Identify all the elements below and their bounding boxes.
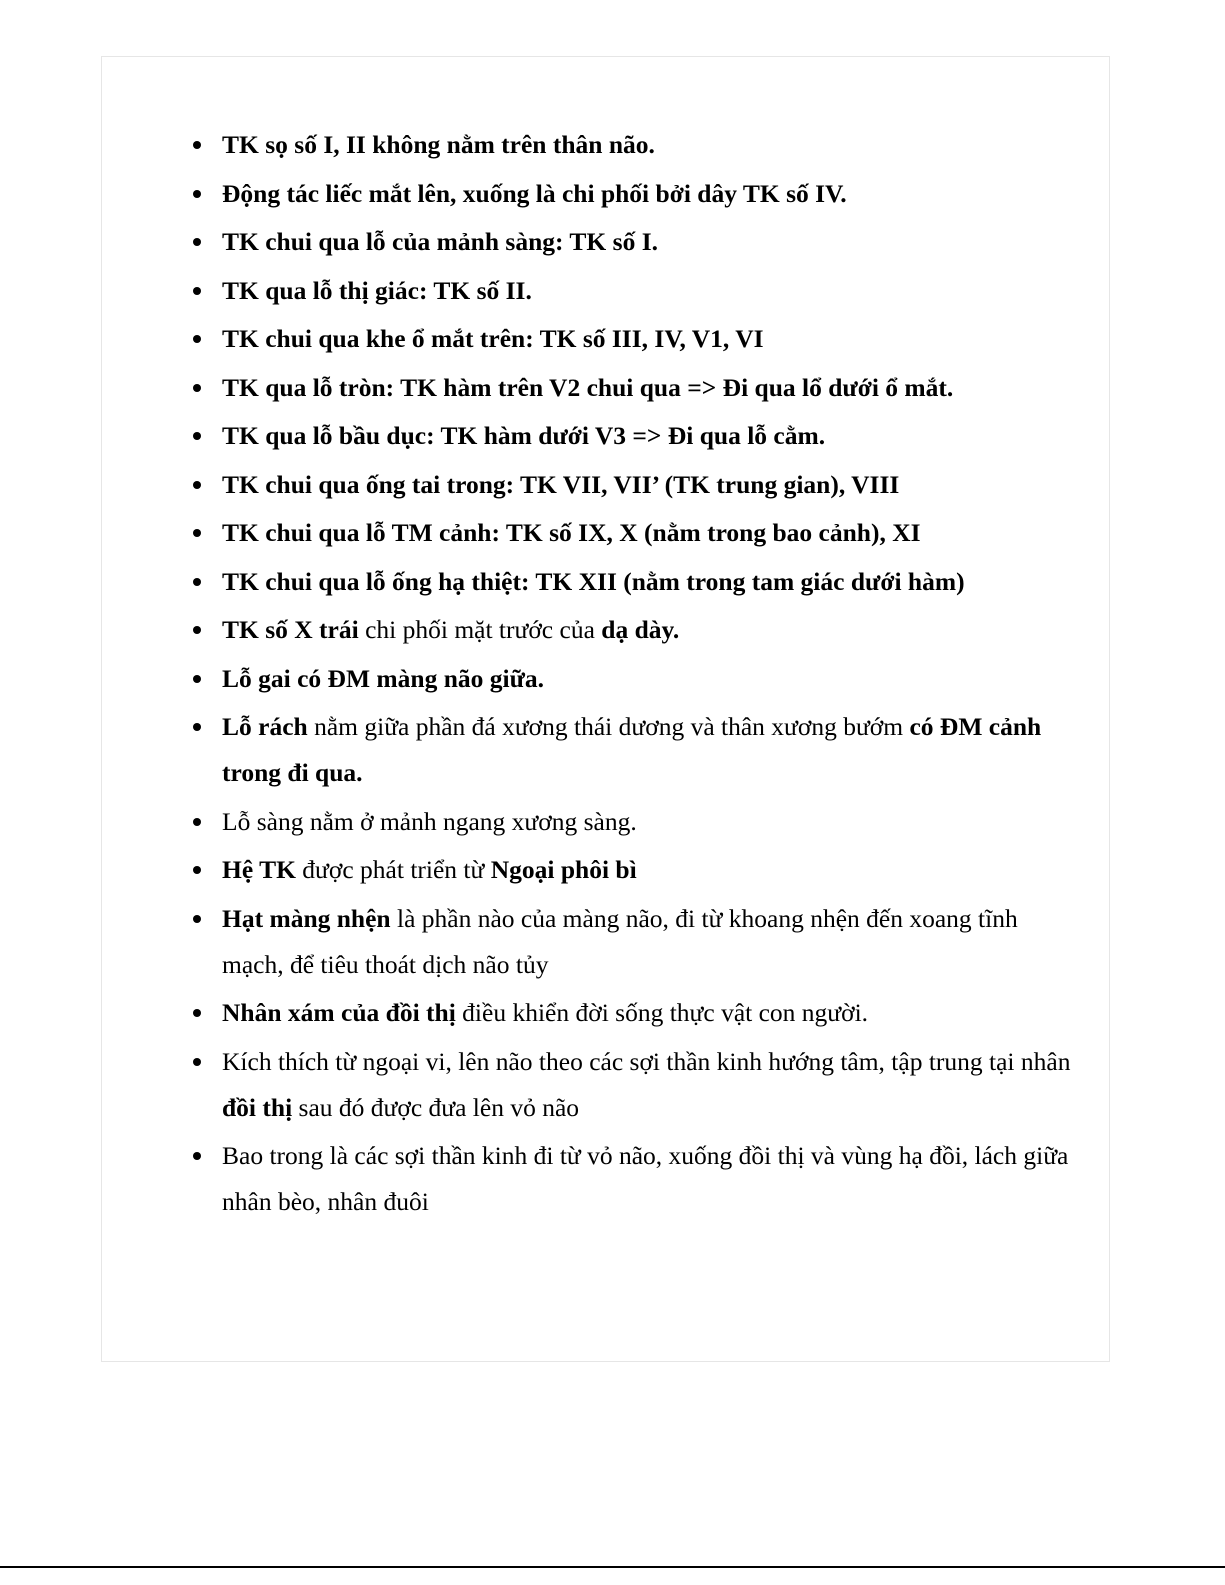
bold-text: TK chui qua lỗ TM cảnh: TK số IX, X (nằm trong bao cảnh), XI (222, 518, 921, 547)
bold-text: Hạt màng nhện (222, 903, 391, 933)
bold-text: đồi thị (222, 1092, 293, 1122)
body-text: Lỗ sàng nằm ở mảnh ngang xương sàng. (222, 806, 637, 836)
list-item (0, 990, 1225, 1036)
list-item (0, 510, 1225, 556)
body-text: Bao trong là các sợi thần kinh đi từ vỏ não, xuống đồi thị và vùng hạ đồi, lách giữa nhân bèo, nhân đuôi (222, 1141, 1069, 1216)
body-text: sau đó được đưa lên vỏ não (292, 1092, 580, 1122)
bold-text: TK số X trái (222, 615, 359, 644)
bold-text: Nhân xám của đồi thị (222, 998, 456, 1027)
list-item (0, 171, 1225, 217)
bold-text: TK sọ số I, II không nằm trên thân não. (222, 130, 655, 159)
list-item (0, 413, 1225, 459)
list-item (0, 799, 1225, 845)
bold-text: Lỗ gai có ĐM màng não giữa. (222, 663, 545, 693)
body-text: nằm giữa phần đá xương thái dương và thân xương bướm (307, 712, 910, 741)
body-text: Kích thích từ ngoại vi, lên não theo các sợi thần kinh hướng tâm, tập trung tại nhân (222, 1046, 1071, 1076)
bottom-divider (0, 1566, 1225, 1568)
list-item (0, 607, 1225, 653)
list-item (0, 316, 1225, 362)
body-text: là phần nào của màng não, đi từ khoang nhện đến xoang tĩnh mạch, để tiêu thoát dịch não tủy (222, 903, 1018, 979)
list-item (0, 1039, 1225, 1131)
list-item (0, 704, 1225, 796)
bold-text: Hệ TK (222, 855, 296, 884)
bold-text: TK chui qua lỗ ống hạ thiệt: TK XII (nằm trong tam giác dưới hàm) (222, 566, 965, 596)
list-item (0, 365, 1225, 411)
bold-text: TK chui qua khe ổ mắt trên: TK số III, IV, V1, VI (222, 324, 764, 353)
list-item (0, 559, 1225, 605)
bullet-list (0, 122, 1225, 1228)
bold-text: TK chui qua ống tai trong: TK VII, VII’ (TK trung gian), VIII (222, 469, 900, 499)
bold-text: Ngoại phôi bì (490, 855, 637, 884)
list-item (0, 656, 1225, 702)
list-item (0, 896, 1225, 988)
list-item (0, 462, 1225, 508)
list-item (0, 268, 1225, 314)
bold-text: TK qua lỗ bầu dục: TK hàm dưới V3 => Đi qua lỗ cằm. (222, 421, 826, 450)
bold-text: TK qua lỗ tròn: TK hàm trên V2 chui qua => Đi qua lổ dưới ổ mắt. (222, 372, 954, 402)
bold-text: Động tác liếc mắt lên, xuống là chi phối bởi dây TK số IV. (222, 178, 847, 208)
list-item (0, 847, 1225, 893)
body-text: được phát triển từ (295, 855, 491, 884)
bold-text: có ĐM cảnh trong đi qua. (222, 712, 1042, 787)
bold-text: Lỗ rách (222, 712, 308, 741)
list-item (0, 219, 1225, 265)
body-text: điều khiển đời sống thực vật con người. (455, 998, 869, 1027)
list-item (0, 122, 1225, 168)
bold-text: dạ dày. (601, 615, 680, 644)
body-text: chi phối mặt trước của (358, 615, 602, 644)
bold-text: TK qua lỗ thị giác: TK số II. (222, 275, 532, 305)
list-item (0, 1133, 1225, 1225)
bold-text: TK chui qua lỗ của mảnh sàng: TK số I. (222, 227, 658, 256)
